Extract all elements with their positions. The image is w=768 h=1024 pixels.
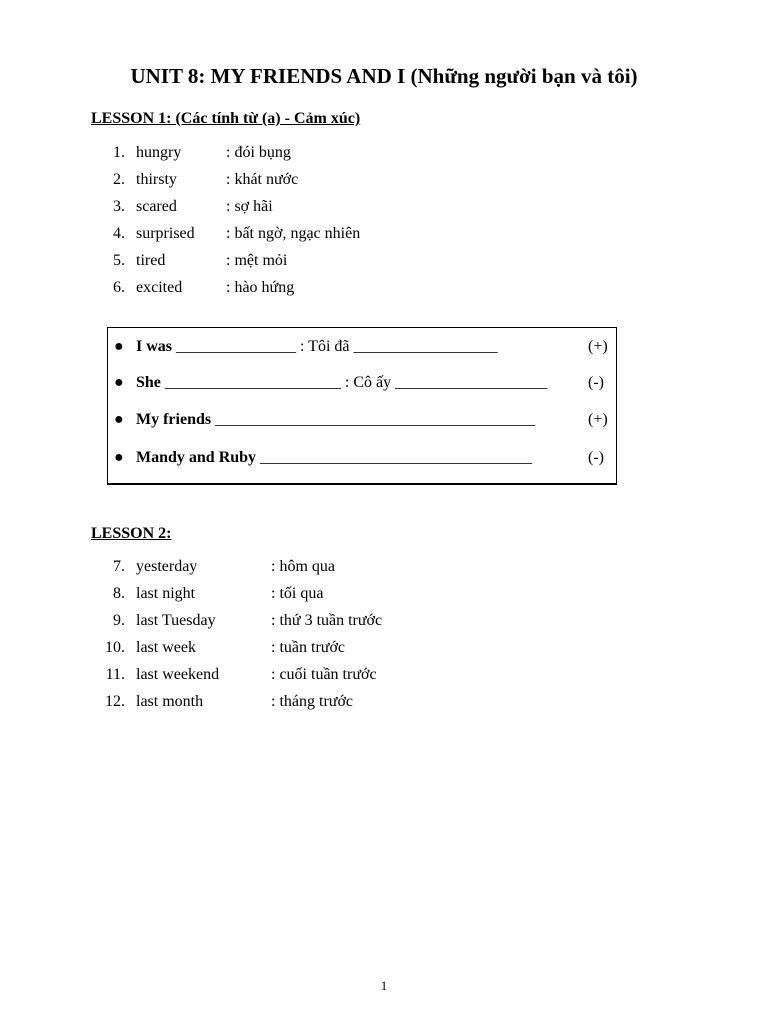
vocab-word: last night bbox=[136, 585, 196, 602]
vocab-meaning: : bất ngờ, ngạc nhiên bbox=[226, 225, 361, 242]
vocab-number: 5. bbox=[113, 252, 125, 269]
vocab-meaning: : tối qua bbox=[271, 585, 324, 602]
vocab-item bbox=[91, 171, 299, 189]
vocab-word: thirsty bbox=[136, 171, 177, 188]
vocab-word: last weekend bbox=[136, 666, 220, 683]
bullet-icon: ● bbox=[114, 449, 124, 466]
vocab-item bbox=[91, 225, 361, 243]
exercise-blank: ______________________ : Cô ấy ___________________ bbox=[160, 374, 548, 391]
exercise-blank: __________________________________ bbox=[256, 449, 533, 466]
exercise-row bbox=[108, 338, 616, 362]
vocab-meaning: : cuối tuần trước bbox=[271, 666, 377, 683]
vocab-item bbox=[91, 279, 295, 297]
vocab-meaning: : hôm qua bbox=[271, 558, 335, 575]
exercise-subject: I was bbox=[136, 338, 173, 355]
exercise-sentence bbox=[136, 338, 498, 356]
vocab-meaning: : sợ hãi bbox=[226, 198, 273, 215]
vocab-word: last Tuesday bbox=[136, 612, 216, 629]
vocab-number: 9. bbox=[113, 612, 125, 629]
vocab-number: 3. bbox=[113, 198, 125, 215]
exercise-box bbox=[107, 327, 617, 485]
exercise-sentence bbox=[136, 411, 535, 429]
vocab-word: last week bbox=[136, 639, 196, 656]
vocab-word: last month bbox=[136, 693, 204, 710]
vocab-meaning: : mệt mỏi bbox=[226, 252, 288, 269]
vocab-item bbox=[91, 144, 291, 162]
vocab-meaning: : thứ 3 tuần trước bbox=[271, 612, 383, 629]
lesson2-heading: LESSON 2: bbox=[91, 525, 172, 542]
vocab-word: surprised bbox=[136, 225, 195, 242]
exercise-sign: (+) bbox=[588, 411, 608, 428]
exercise-blank: ________________________________________ bbox=[211, 411, 536, 428]
vocab-number: 10. bbox=[105, 639, 125, 656]
exercise-subject: Mandy and Ruby bbox=[136, 449, 257, 466]
vocab-number: 1. bbox=[113, 144, 125, 161]
vocab-word: scared bbox=[136, 198, 177, 215]
vocab-number: 6. bbox=[113, 279, 125, 296]
exercise-subject: My friends bbox=[136, 411, 212, 428]
vocab-number: 8. bbox=[113, 585, 125, 602]
bullet-icon: ● bbox=[114, 374, 124, 391]
vocab-word: excited bbox=[136, 279, 183, 296]
exercise-row bbox=[108, 449, 616, 473]
vocab-number: 12. bbox=[105, 693, 125, 710]
vocab-number: 7. bbox=[113, 558, 125, 575]
bullet-icon: ● bbox=[114, 338, 124, 355]
vocab-item bbox=[91, 585, 324, 603]
vocab-item bbox=[91, 639, 345, 657]
vocab-number: 4. bbox=[113, 225, 125, 242]
lesson1-heading: LESSON 1: (Các tính từ (a) - Cảm xúc) bbox=[91, 110, 361, 127]
vocab-number: 11. bbox=[105, 666, 125, 683]
exercise-row bbox=[108, 411, 616, 435]
page-number: 1 bbox=[380, 978, 388, 993]
vocab-meaning: : tháng trước bbox=[271, 693, 353, 710]
vocab-item bbox=[91, 198, 273, 216]
vocab-item bbox=[91, 252, 288, 270]
vocab-number: 2. bbox=[113, 171, 125, 188]
vocab-meaning: : khát nước bbox=[226, 171, 299, 188]
exercise-sign: (-) bbox=[588, 449, 604, 466]
exercise-sign: (-) bbox=[588, 374, 604, 391]
vocab-item bbox=[91, 612, 383, 630]
exercise-sign: (+) bbox=[588, 338, 608, 355]
page-title: UNIT 8: MY FRIENDS AND I (Những người bạn và tôi) bbox=[130, 64, 638, 88]
vocab-meaning: : tuần trước bbox=[271, 639, 345, 656]
exercise-blank: _______________ : Tôi đã __________________ bbox=[172, 338, 498, 355]
exercise-sentence bbox=[136, 449, 532, 467]
vocab-item bbox=[91, 558, 335, 576]
vocab-meaning: : đói bụng bbox=[226, 144, 291, 161]
vocab-word: hungry bbox=[136, 144, 182, 161]
vocab-word: tired bbox=[136, 252, 166, 269]
vocab-item bbox=[91, 693, 353, 711]
vocab-word: yesterday bbox=[136, 558, 198, 575]
vocab-item bbox=[91, 666, 377, 684]
exercise-subject: She bbox=[136, 374, 161, 391]
bullet-icon: ● bbox=[114, 411, 124, 428]
exercise-row bbox=[108, 374, 616, 398]
vocab-meaning: : hào hứng bbox=[226, 279, 295, 296]
exercise-sentence bbox=[136, 374, 547, 392]
